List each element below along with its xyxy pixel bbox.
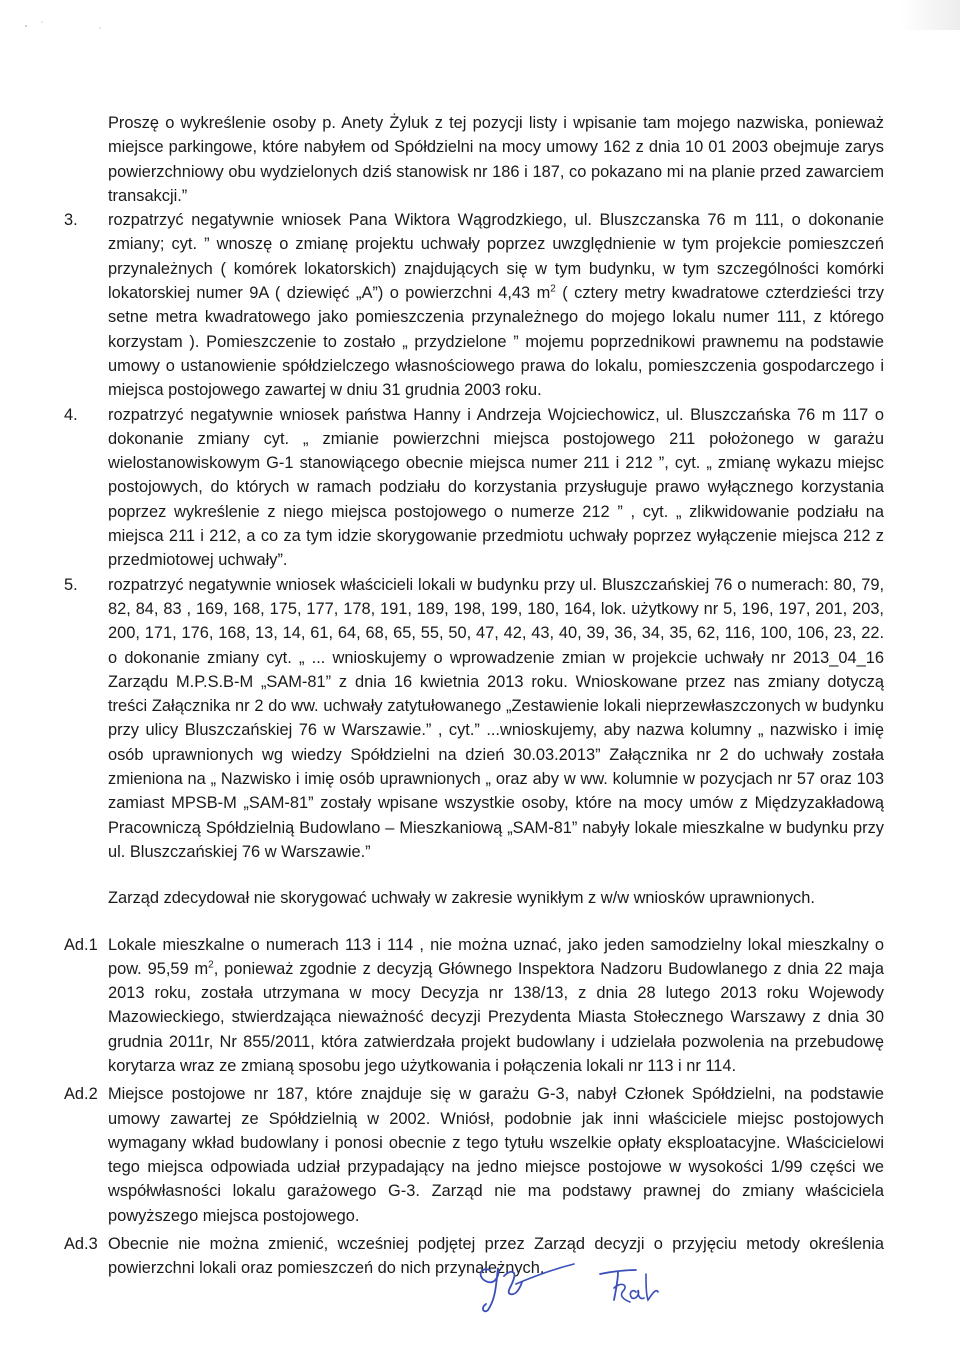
ad-item-number: Ad.2 xyxy=(64,1085,98,1104)
list-item-text: rozpatrzyć negatywnie wniosek państwa Hanny i Andrzeja Wojciechowicz, ul. Bluszczańska 76 m 117 o dokonanie zmiany cyt. „ zmianie powierzchni miejsca postojowego 211 położonego w garażu wielostanowiskowym G-1 stanowiącego obecnie miejsca numer 211 i 212 ”, cyt. „ zmianę wykazu miejsc postojowych, do których w ramach podziału do korzystania przysługuje prawo wyłącznego korzystania poprzez wykreślenie z niego miejsca postojowego o numerze 212 ” , cyt. „ zlikwidowanie podziału na miejsca 211 i 212, a co za tym idzie skorygowanie przedmiotu uchwały poprzez wyłączenie miejsca 212 z przedmiotowej uchwały”. xyxy=(108,405,884,570)
scan-speck-marks xyxy=(22,18,122,32)
ad-item-text: Miejsce postojowe nr 187, które znajduje się w garażu G-3, nabył Członek Spółdzielni, na podstawie umowy zawartej ze Spółdzielnią w 2002. Wniósł, podobnie jak inni właściciele miejsc postojowych wymagany wkład budowlany i ponosi obecnie z tego tytułu wszelkie opłaty eksploatacyjne. Właścicielowi tego miejsca odpowiada udział przypadający na jedno miejsce postojowe w wysokości 1/99 części we współwłasności lokalu garażowego G-3. Zarząd nie ma podstawy prawnej do zmiany właściciela powyższego miejsca postojowego. xyxy=(108,1085,884,1225)
list-item-3 xyxy=(64,208,884,402)
list-item-text: rozpatrzyć negatywnie wniosek właścicieli lokali w budynku przy ul. Bluszczańskiej 76 o numerach: 80, 79, 82, 84, 83 , 169, 168, 175, 177, 178, 191, 189, 198, 199, 180, 164, lok. użytkowy nr 5, 196, 197, 201, 203, 200, 171, 176, 168, 13, 14, 61, 64, 68, 65, 55, 50, 47, 42, 43, 40, 39, 36, 34, 35, 62, 116, 100, 106, 23, 22. o dokonanie zmiany cyt. „ ... wnioskujemy o wprowadzenie zmian w projekcie uchwały nr 2013_04_16 Zarządu M.P.S.B-M „SAM-81” z dnia 16 kwietnia 2013 roku. Wnioskowane przez nas zmiany dotyczą treści Załącznika nr 2 do ww. uchwały zatytułowanego „Zestawienie lokali nieprzewłaszczonych w budynku przy ulicy Bluszczańskiej 76 w Warszawie.” , cyt.” ...wnioskujemy, aby nazwa kolumny „ nazwisko i imię osób uprawnionych wg wiedzy Spółdzielni na dzień 30.03.2013” Załącznika nr 2 do uchwały została zmieniona na „ Nazwisko i imię osób uprawnionych „ oraz aby w ww. kolumnie w pozycjach nr 57 oraz 103 zamiast MPSB-M „SAM-81” zostały wpisane wszystkie osoby, które na mocy umów z Międzyzakładową Pracowniczą Spółdzielnią Budowlano – Mieszkaniową „SAM-81” nabyły lokale mieszkalne w budynku przy ul. Bluszczańskiej 76 w Warszawie.” xyxy=(108,575,884,861)
board-decision-paragraph: Zarząd zdecydował nie skorygować uchwały w zakresie wynikłym z w/w wniosków uprawnionych. xyxy=(108,889,815,908)
handwritten-signatures xyxy=(470,1248,670,1318)
ad-item-text: Obecnie nie można zmienić, wcześniej podjętej przez Zarząd decyzji o przyjęciu metody określenia powierzchni lokali oraz pomieszczeń do nich przynależnych. xyxy=(108,1235,884,1278)
ad-item-text-part2: , ponieważ zgodnie z decyzją Głównego Inspektora Nadzoru Budowlanego z dnia 22 maja 2013 roku, została utrzymana w mocy Decyzja nr 138/13, z dnia 28 lutego 2013 roku Wojewody Mazowieckiego, stwierdzająca nieważność decyzji Prezydenta Miasta Stołecznego Warszawy z dnia 30 grudnia 2011r, Nr 855/2011, która zatwierdzała projekt budowlany i udzielała pozwolenia na przebudowę korytarza wraz ze zmianą sposobu jego użytkowania i połączenia lokali nr 113 i nr 114. xyxy=(108,959,884,1075)
superscript: 2 xyxy=(208,959,214,971)
ad-item-text xyxy=(108,933,884,1079)
list-item-text xyxy=(108,208,884,402)
list-item-text-part2: ( cztery metry kwadratowe czterdzieści trzy setne metra kwadratowego jako pomieszczenia przynależnego do mojego lokalu numer 111, z którego korzystam ). Pomieszczenie to zostało „ przydzielone ” mojemu poprzednikowi prawnemu na podstawie umowy o ustanowienie spółdzielczego własnościowego prawa do lokalu, pomieszczenia gospodarczego i miejsca postojowego zawartej w dniu 31 grudnia 2003 roku. xyxy=(108,284,884,400)
list-item-4 xyxy=(64,403,884,573)
intro-paragraph: Proszę o wykreślenie osoby p. Anety Żyluk z tej pozycji listy i wpisanie tam mojego nazwiska, ponieważ miejsce parkingowe, które nabyłem od Spółdzielni na mocy umowy 162 z dnia 10 01 2003 obejmuje zarys powierzchniowy obu wydzielonych dziś stanowisk nr 186 i 187, co pokazano mi na planie przed zawarciem transakcji.” xyxy=(108,114,884,205)
list-item-text-part1: rozpatrzyć negatywnie wniosek Pana Wiktora Wągrodzkiego, ul. Bluszczanska 76 m 111, o dokonanie zmiany; cyt. ” wnoszę o zmianę projektu uchwały poprzez uwzględnienie w tym projekcie pomieszczeń przynależnych ( komórek lokatorskich) znajdujących się w tym budynku, w tym szczególności komórki lokatorskiej numer 9A ( dziewięć „A”) o powierzchni 4,43 m xyxy=(108,211,884,303)
ad-item-number: Ad.3 xyxy=(64,1235,98,1254)
ad-item-text-part1: Lokale mieszkalne o numerach 113 i 114 , nie można uznać, jako jeden samodzielny lokal mieszkalny o pow. 95,59 m xyxy=(108,935,884,978)
list-item-number: 4. xyxy=(64,405,78,424)
document-body xyxy=(64,111,884,1285)
ad-item-1 xyxy=(64,933,884,1079)
list-item-5 xyxy=(64,573,884,865)
scan-corner-shadow xyxy=(900,0,960,30)
superscript: 2 xyxy=(550,283,556,295)
list-item-number: 3. xyxy=(64,211,78,230)
ad-item-2 xyxy=(64,1082,884,1228)
list-item-number: 5. xyxy=(64,575,78,594)
ad-item-number: Ad.1 xyxy=(64,935,98,954)
